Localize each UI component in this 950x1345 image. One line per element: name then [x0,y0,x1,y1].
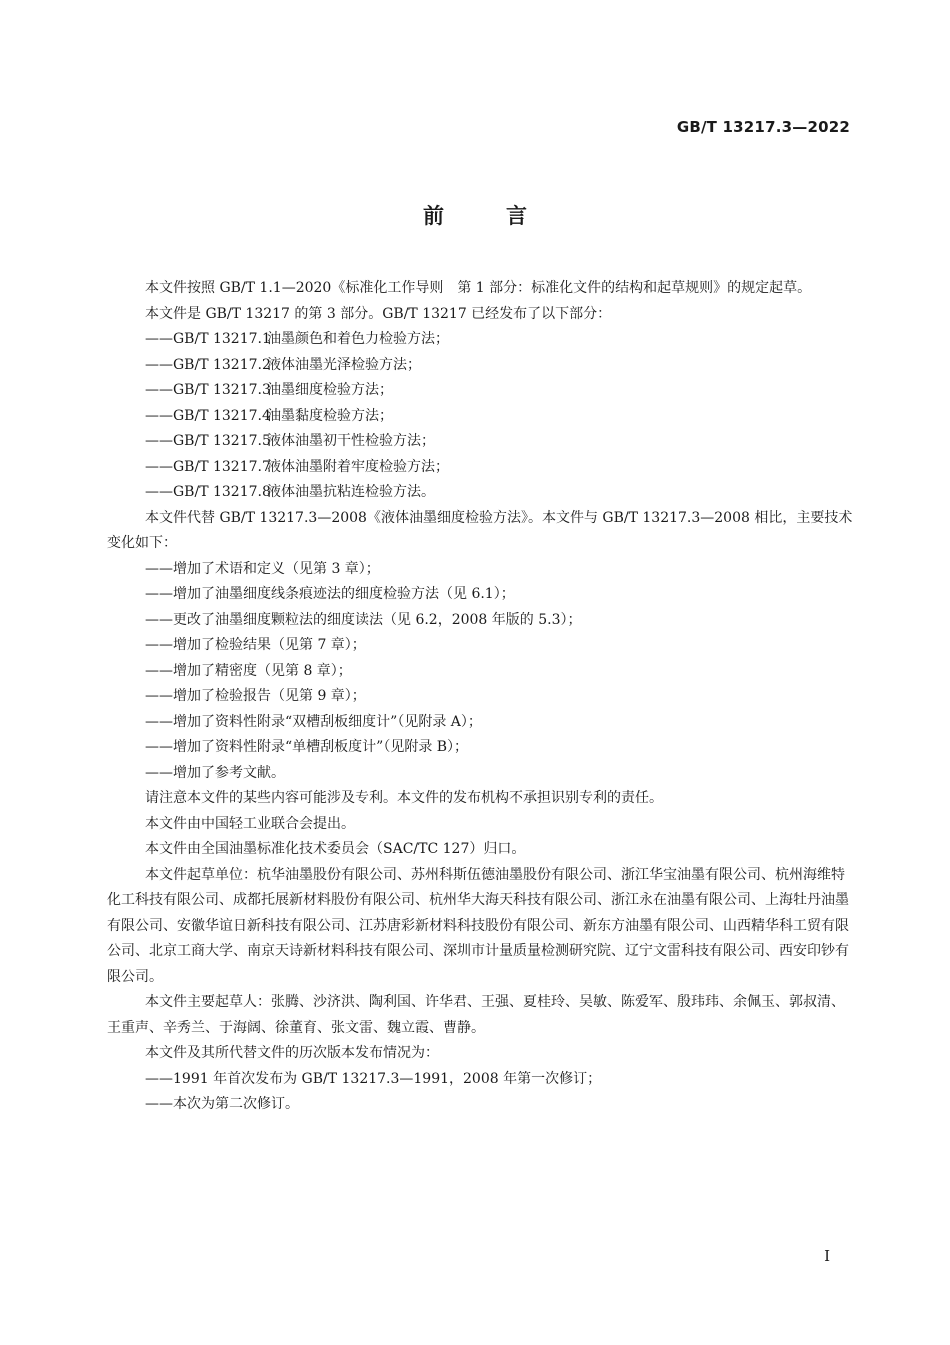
changes-list [107,557,853,787]
list-item [107,327,853,353]
part-name: 液体油墨附着牢度检验方法； [267,458,449,475]
list-item: ——增加了检验结果（见第 7 章）； [145,637,366,653]
part-name: 液体油墨抗粘连检验方法。 [267,484,435,500]
patent-notice: 请注意本文件的某些内容可能涉及专利。本文件的发布机构不承担识别专利的责任。 [145,790,663,806]
part-name: 液体油墨初干性检验方法； [267,433,435,449]
part-code: ——GB/T 13217.3 [145,382,271,398]
history-list [107,1067,853,1118]
drafting-units: 本文件起草单位：杭华油墨股份有限公司、苏州科斯伍德油墨股份有限公司、浙江华宝油墨有限公司、杭州海维特化工科技有限公司、成都托展新材料股份有限公司、杭州华大海天科技有限公司、浙江永在油墨有限公司、上海牡丹油墨有限公司、安徽华谊日新科技有限公司、江苏唐彩新材料科技股份有限公司、新东方油墨有限公司、山西精华科工贸有限公司、北京工商大学、南京天诗新材料科技有限公司、深圳市计量质量检测研究院、辽宁文雷科技有限公司、西安印钞有限公司。 [107,866,849,985]
list-item: ——更改了油墨细度颗粒法的细度读法（见 6.2，2008 年版的 5.3）； [145,611,582,628]
replaces-paragraph: 本文件代替 GB/T 13217.3—2008《液体油墨细度检验方法》。本文件与 GB/T 13217.3—2008 相比，主要技术变化如下： [107,509,853,551]
committee-statement: 本文件由全国油墨标准化技术委员会（SAC/TC 127）归口。 [145,841,526,857]
part-name: 油墨黏度检验方法； [267,407,393,424]
history-intro: 本文件及其所代替文件的历次版本发布情况为： [145,1045,439,1061]
list-item [107,480,853,506]
intro-paragraph: 本文件按照 GB/T 1.1—2020《标准化工作导则 第 1 部分：标准化文件的结构和起草规则》的规定起草。 [145,280,812,296]
part-code: ——GB/T 13217.4 [145,407,271,424]
part-name: 油墨细度检验方法； [267,382,393,398]
part-name: 液体油墨光泽检验方法； [267,356,421,373]
part-code: ——GB/T 13217.1 [145,331,271,347]
page-title: 前言 [423,204,589,228]
list-item [107,353,853,379]
list-item [107,429,853,455]
list-item: ——本次为第二次修订。 [145,1096,299,1112]
list-item: ——增加了参考文献。 [145,764,285,781]
drafters: 本文件主要起草人：张腾、沙济洪、陶利国、许华君、王强、夏桂玲、吴敏、陈爱军、殷玮玮、余佩玉、郭叔清、王重声、辛秀兰、于海阔、徐董育、张文雷、魏立霞、曹静。 [107,994,845,1036]
list-item: ——增加了精密度（见第 8 章）； [145,662,352,679]
list-item: ——1991 年首次发布为 GB/T 13217.3—1991，2008 年第一次修订； [145,1070,602,1087]
list-item [107,404,853,430]
list-item [107,378,853,404]
page-number: I [824,1247,830,1265]
part-name: 油墨颜色和着色力检验方法； [267,331,449,347]
part-code: ——GB/T 13217.2 [145,356,271,373]
list-item: ——增加了油墨细度线条痕迹法的细度检验方法（见 6.1）； [145,586,515,602]
list-item [107,455,853,481]
intro-paragraph: 本文件是 GB/T 13217 的第 3 部分。GB/T 13217 已经发布了以下部分： [145,305,612,322]
list-item: ——增加了检验报告（见第 9 章）； [145,688,366,704]
standard-number: GB/T 13217.3—2022 [676,118,850,136]
parts-list [107,327,853,506]
proposer-statement: 本文件由中国轻工业联合会提出。 [145,815,355,832]
list-item: ——增加了术语和定义（见第 3 章）； [145,560,380,577]
part-code: ——GB/T 13217.5 [145,433,271,449]
part-code: ——GB/T 13217.7 [145,458,271,475]
foreword-body [107,276,853,1118]
list-item: ——增加了资料性附录“双槽刮板细度计”（见附录 A）； [145,713,482,730]
list-item: ——增加了资料性附录“单槽刮板度计”（见附录 B）； [145,739,469,755]
part-code: ——GB/T 13217.8 [145,484,271,500]
